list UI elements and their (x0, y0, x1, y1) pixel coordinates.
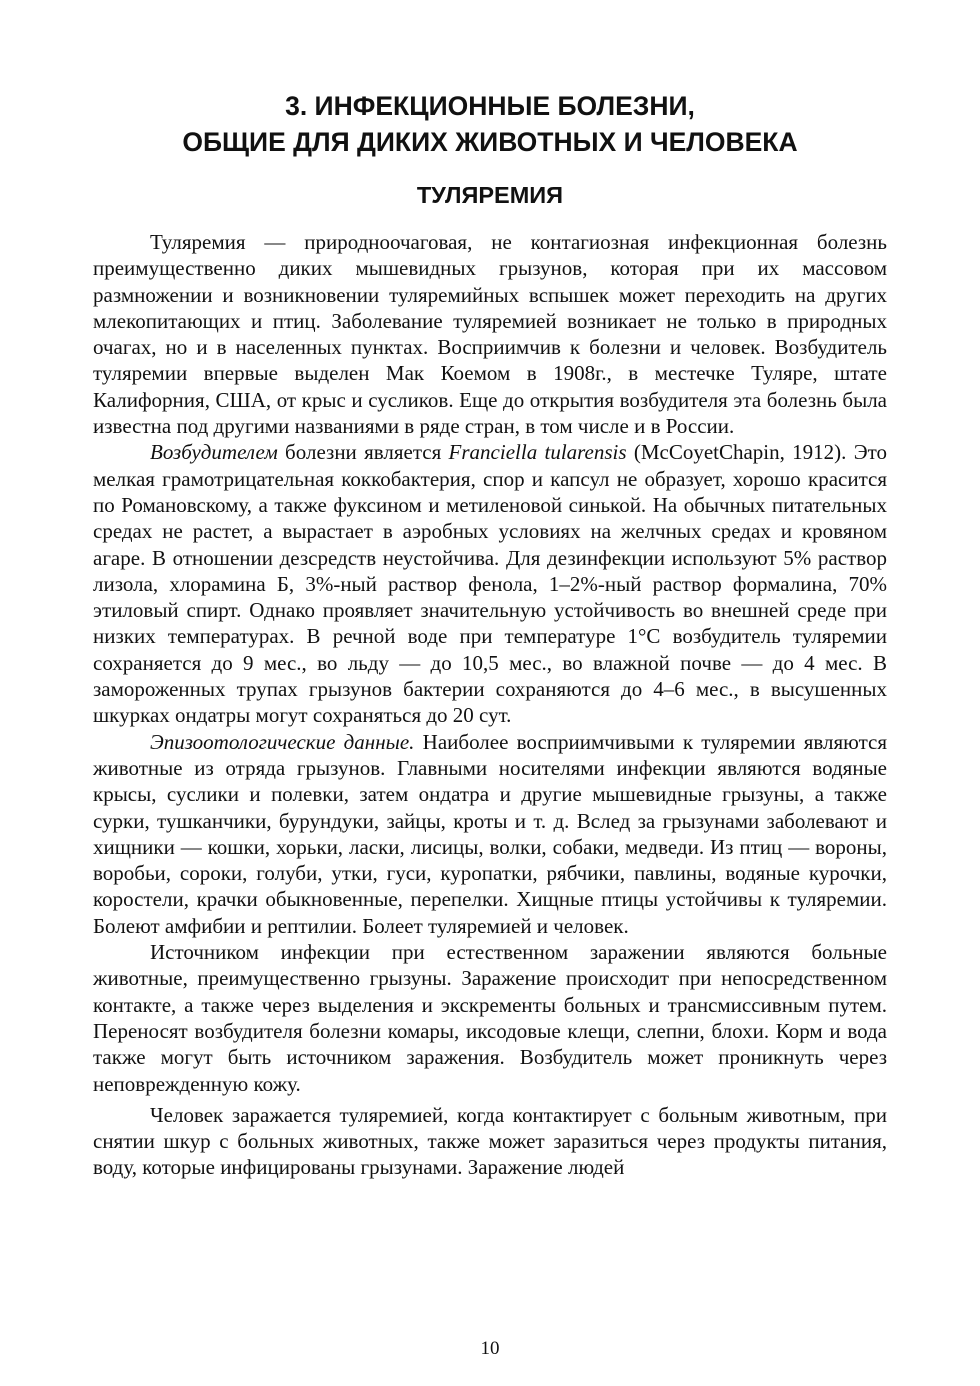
chapter-title (93, 88, 887, 160)
section-title: ТУЛЯРЕМИЯ (416, 182, 564, 208)
paragraph-human-infection: Человек заражается туляремией, когда контактирует с больным животным, при снятии шкур с больных животных, также может заразиться через продукты питания, воду, которые инфицированы грызунами. Заражение людей (93, 1102, 887, 1180)
chapter-title-line-1: 3. ИНФЕКЦИОННЫЕ БОЛЕЗНИ, (285, 91, 695, 121)
chapter-title-line-2: ОБЩИЕ ДЛЯ ДИКИХ ЖИВОТНЫХ И ЧЕЛОВЕКА (182, 127, 798, 157)
page-number: 10 (480, 1338, 500, 1359)
paragraph-epizootology-term: Эпизоотологические данные. (150, 729, 415, 754)
document-page (93, 0, 887, 1386)
paragraph-epizootology (93, 729, 887, 939)
paragraph-pathogen-species: Franciella tularensis (448, 440, 627, 465)
paragraph-pathogen (93, 439, 887, 728)
paragraph-definition: Туляремия — природноочаговая, не контагиозная инфекционная болезнь преимущественно диких мышевидных грызунов, которая при их массовом размножении и возникновении туляремийных вспышек может переходить на других млекопитающих и птиц. Заболевание туляремией возникает не только в природных очагах, но и в населенных пунктах. Восприимчив к болезни и человек. Возбудитель туляремии впервые выделен Мак Коемом в 1908г., в местечке Туляре, штате Калифорния, США, от крыс и сусликов. Еще до открытия возбудителя эта болезнь была известна под другими названиями в ряде стран, в том числе и в России. (93, 230, 887, 439)
paragraph-pathogen-text: (McCoyetChapin, 1912). Это мелкая грамотрицательная коккобактерия, спор и капсул не образует, хорошо красится по Романовскому, а также фуксином и метиленовой синькой. На обычных питательных средах не растет, а вырастает в аэробных условиях на желчных средах и кровяном агаре. В отношении дезсредств неустойчива. Для дезинфекции используют 5% раствор лизола, хлорамина Б, 3%-ный раствор фенола, 1–2%-ный раствор формалина, 70% этиловый спирт. Однако проявляет значительную устойчивость во внешней среде при низких температурах. В речной воде при температуре 1°С возбудитель туляремии сохраняется до 9 мес., во льду — до 10,5 мес., во влажной почве — до 4 мес. В замороженных трупах грызунов бактерии сохраняются до 4–6 мес., в высушенных шкурках ондатры могут сохраняться до 20 сут. (93, 440, 887, 728)
paragraph-infection-source: Источником инфекции при естественном заражении являются больные животные, преимущественно грызуны. Заражение происходит при непосредственном контакте, а также через выделения и экскременты больных и трансмиссивным путем. Переносят возбудителя болезни комары, иксодовые клещи, слепни, блохи. Корм и вода также могут быть источником заражения. Возбудитель может проникнуть через неповрежденную кожу. (93, 940, 887, 1096)
paragraph-pathogen-mid: болезни является (277, 440, 449, 465)
body-text (93, 229, 887, 1181)
paragraph-epizootology-text: Наиболее восприимчивыми к туляремии являются животные из отряда грызунов. Главными носителями инфекции являются водяные крысы, суслики и полевки, затем ондатра и другие мышевидные грызуны, а также сурки, тушканчики, бурундуки, зайцы, кроты и т. д. Вслед за грызунами заболевают и хищники — кошки, хорьки, ласки, лисицы, волки, собаки, медведи. Из птиц — вороны, воробьи, сороки, голуби, утки, гуси, куропатки, рябчики, павлины, водяные курочки, коростели, крачки обыкновенные, перепелки. Хищные птицы устойчивы к туляремии. Болеют амфибии и рептилии. Болеет туляремией и человек. (93, 729, 887, 938)
paragraph-pathogen-term: Возбудителем (150, 440, 278, 465)
